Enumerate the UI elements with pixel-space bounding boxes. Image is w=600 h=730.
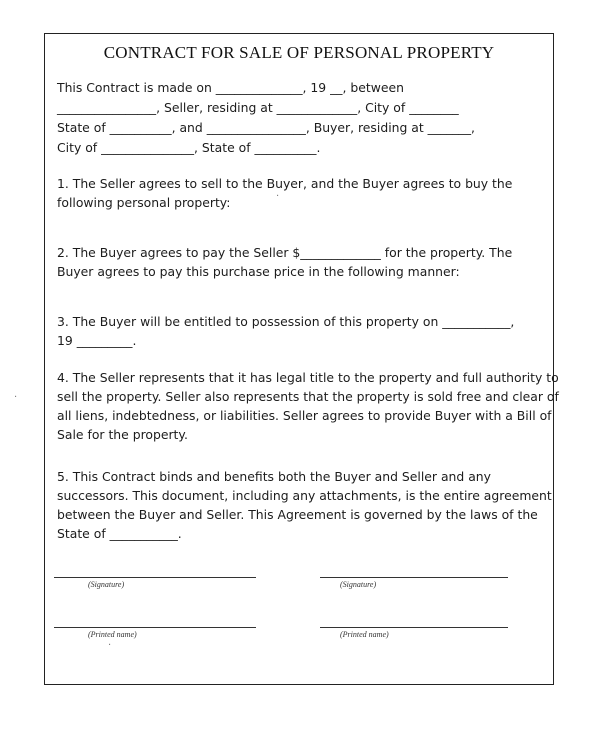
clause-2-line-1: 2. The Buyer agrees to pay the Seller $_____________ for the property. The	[57, 245, 513, 260]
clause-3-line-2: 19 _________.	[57, 333, 137, 348]
clause-5-line-4: State of ___________.	[57, 526, 182, 541]
left-signature-line	[54, 577, 256, 578]
right-printed-name-label: (Printed name)	[340, 630, 389, 639]
right-printed-name-line	[320, 627, 508, 628]
clause-2-line-2: Buyer agrees to pay this purchase price in the following manner:	[57, 264, 460, 279]
contract-title: CONTRACT FOR SALE OF PERSONAL PROPERTY	[103, 43, 495, 62]
clause-4-line-4: Sale for the property.	[57, 427, 188, 442]
preamble-line-1: This Contract is made on ______________, 19 __, between	[57, 80, 404, 95]
right-signature-line	[320, 577, 508, 578]
clause-5-line-1: 5. This Contract binds and benefits both the Buyer and Seller and any	[57, 469, 491, 484]
left-signature-label: (Signature)	[88, 580, 125, 589]
clause-4-line-1: 4. The Seller represents that it has legal title to the property and full authority to	[57, 370, 559, 385]
preamble-line-2: ________________, Seller, residing at _____________, City of ________	[57, 100, 459, 115]
clause-1-line-1: 1. The Seller agrees to sell to the Buyer, and the Buyer agrees to buy the	[57, 176, 513, 191]
clause-4-line-3: all liens, indebtedness, or liabilities. Seller agrees to provide Buyer with a Bill of	[57, 408, 552, 423]
clause-5-line-3: between the Buyer and Seller. This Agreement is governed by the laws of the	[57, 507, 538, 522]
right-signature-label: (Signature)	[340, 580, 377, 589]
scan-speck: ·	[276, 191, 280, 202]
clause-5-line-2: successors. This document, including any attachments, is the entire agreement	[57, 488, 552, 503]
preamble-line-3: State of __________, and ________________, Buyer, residing at _______,	[57, 120, 475, 135]
left-printed-name-line	[54, 627, 256, 628]
left-printed-name-label: (Printed name)	[88, 630, 137, 639]
clause-1-line-2: following personal property:	[57, 195, 231, 210]
clause-3-line-1: 3. The Buyer will be entitled to possession of this property on ___________,	[57, 314, 515, 329]
scan-speck: ·	[14, 392, 18, 403]
preamble-line-4: City of _______________, State of __________.	[57, 140, 321, 155]
clause-4-line-2: sell the property. Seller also represents that the property is sold free and clear of	[57, 389, 559, 404]
scan-speck: ·	[108, 640, 112, 651]
